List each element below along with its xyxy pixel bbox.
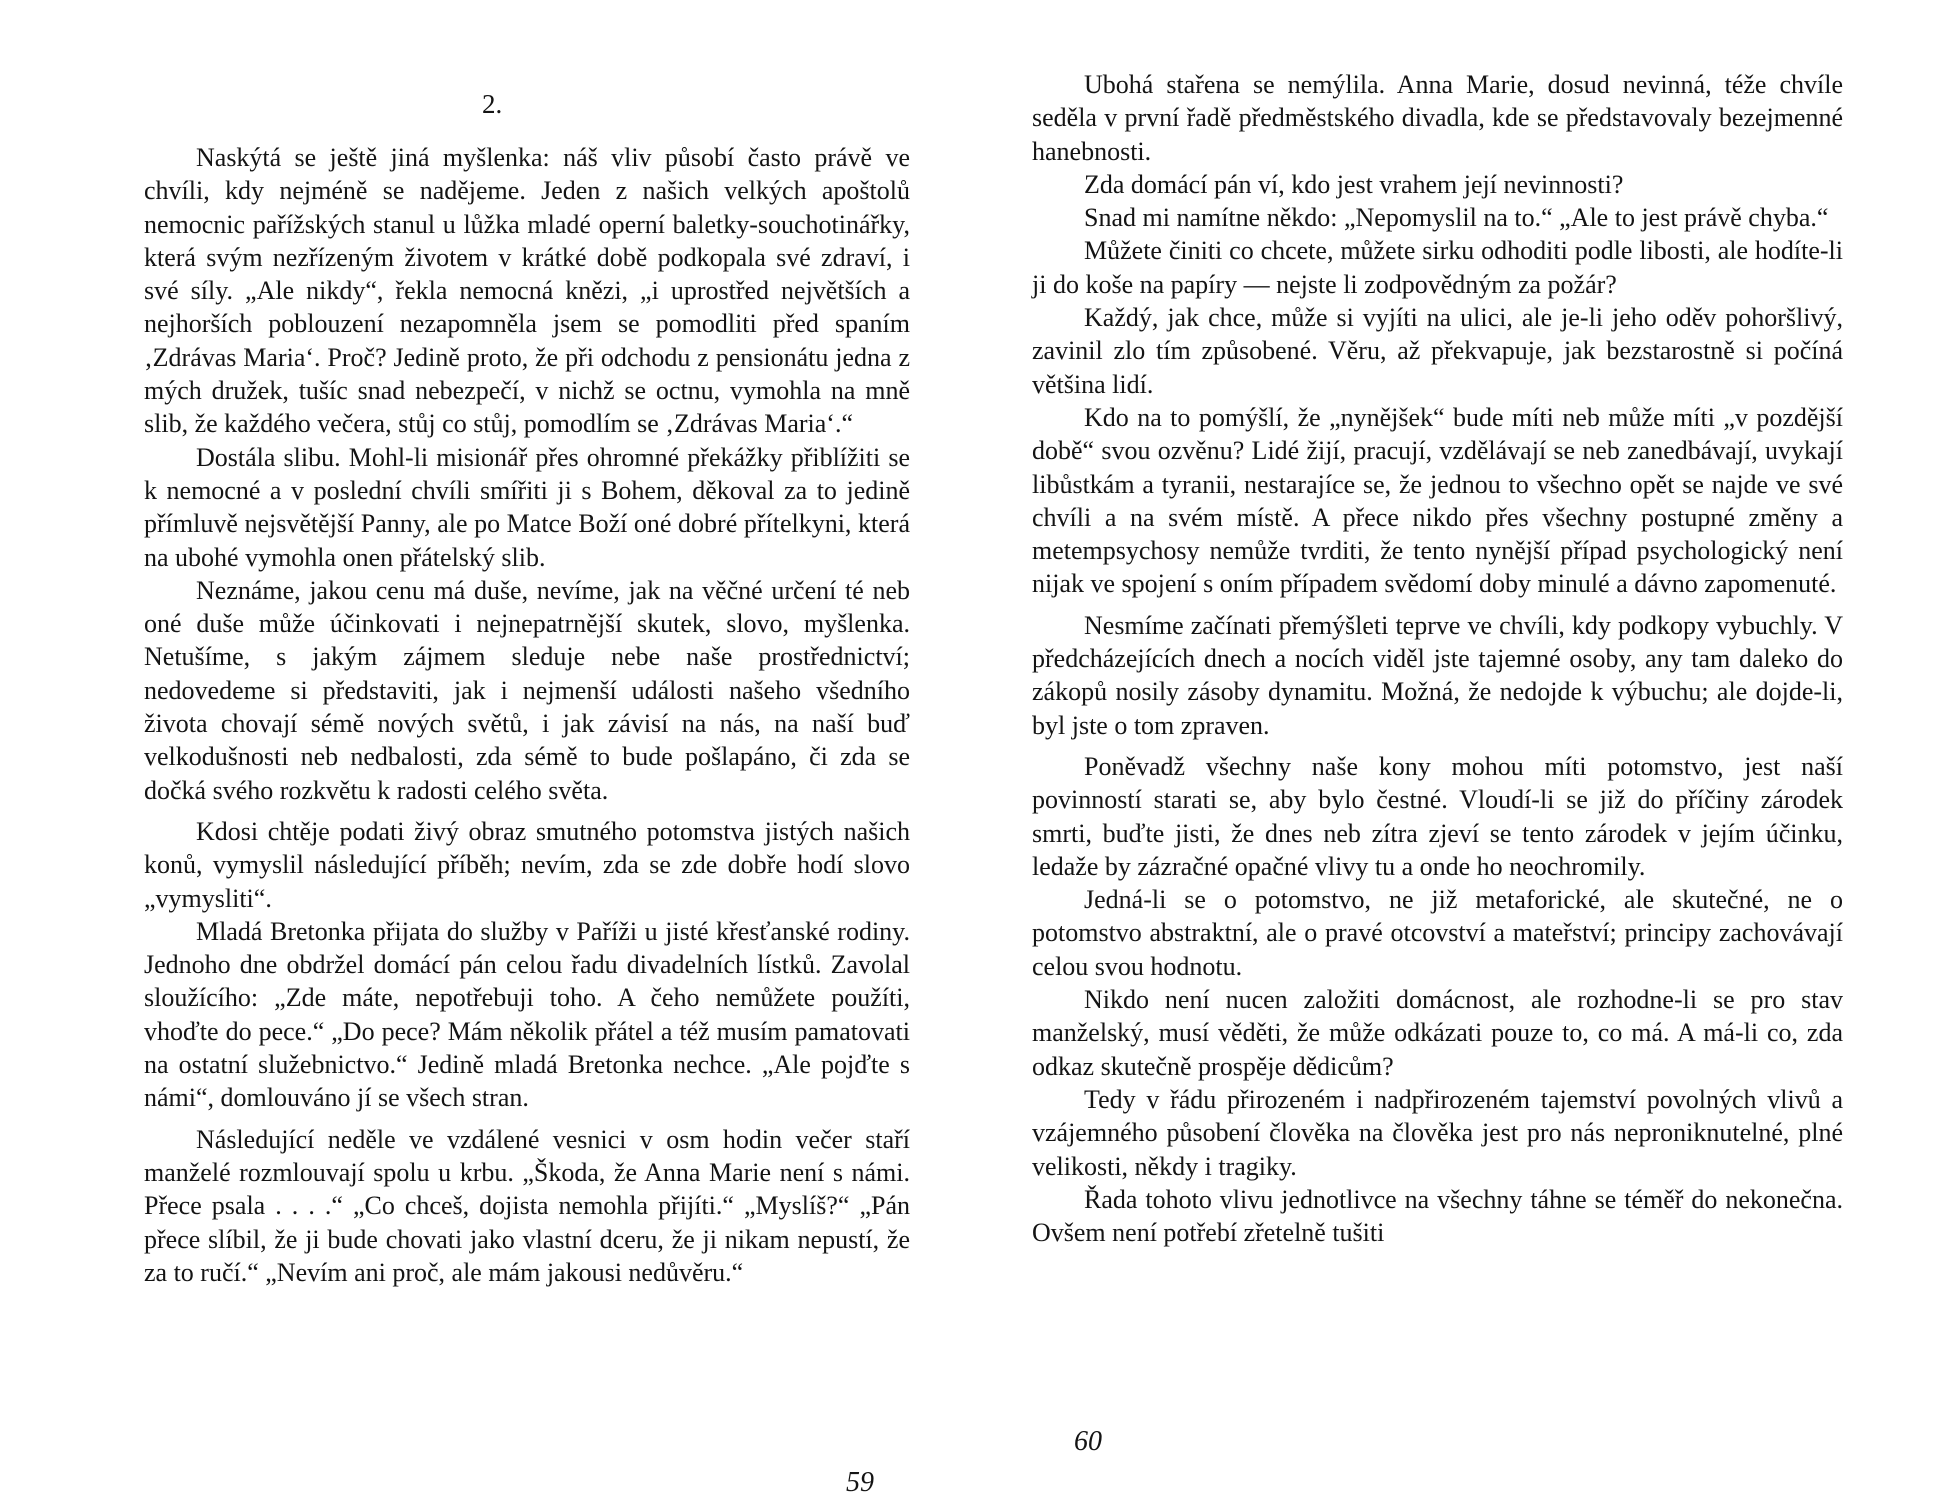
paragraph: Kdo na to pomýšlí, že „nynějšek“ bude míti neb může míti „v pozdější době“ svou ozvěnu? Lidé žijí, pracují, vzdělávají se neb zanedbávají, uvykají libůstkám a tyranii, nestarajíce se, že jednou to všechno opět se najde ve své chvíli a na svém místě. A přece nikdo přes všechny postupné změny a metempsychosy nemůže tvrditi, že tento nynější případ psychologický není nijak ve spojení s oním případem svědomí doby minulé a dávno zapomenuté. — [1032, 402, 1843, 599]
paragraph: Zda domácí pán ví, kdo jest vrahem její nevinnosti? — [1084, 169, 1624, 199]
paragraph: Neznáme, jakou cenu má duše, nevíme, jak na věčné určení té neb oné duše může účinkovati i nejnepatrnější skutek, slovo, myšlenka. Netušíme, s jakým zájmem sleduje nebe naše prostřednictví; nedovedeme si představiti, jak i nejmenší události našeho všedního života chovají sémě nových světů, i jak závisí na nás, na naší buď velkodušnosti neb nedbalosti, zda sémě to bude pošlapáno, či zda se dočká svého rozkvětu k radosti celého světa. — [144, 575, 910, 805]
paragraph: Můžete činiti co chcete, můžete sirku odhoditi podle libosti, ale hodíte-li ji do koše na papíry — nejste li zodpovědným za požár? — [1032, 236, 1843, 299]
left-page-text — [144, 141, 910, 1289]
paragraph: Snad mi namítne někdo: „Nepomyslil na to.“ „Ale to jest právě chyba.“ — [1084, 203, 1829, 233]
paragraph: Nesmíme začínati přemýšleti teprve ve chvíli, kdy podkopy vybuchly. V předcházejících dnech a nocích viděl jste tajemné osoby, any tam daleko do zákopů nosily zásoby dynamitu. Možná, že nedojde k výbuchu; ale dojde-li, byl jste o tom zpraven. — [1032, 610, 1843, 740]
paragraph: Řada tohoto vlivu jednotlivce na všechny táhne se téměř do nekonečna. Ovšem není potřebí zřetelně tušiti — [1032, 1184, 1843, 1248]
page-number: 59 — [846, 1467, 874, 1498]
paragraph: Dostála slibu. Mohl-li misionář přes ohromné překážky přiblížiti se k nemocné a v poslední chvíli smířiti ji s Bohem, děkoval za to jedině přímluvě nejsvětější Panny, ale po Matce Boží oné dobré přítelkyni, která na ubohé vymohla onen přátelský slib. — [144, 442, 910, 572]
paragraph: Ubohá stařena se nemýlila. Anna Marie, dosud nevinná, téže chvíle seděla v první řadě předměstského divadla, kde se představovaly bezejmenné hanebnosti. — [1032, 70, 1843, 166]
paragraph: Následující neděle ve vzdálené vesnici v osm hodin večer staří manželé rozmlouvají spolu u krbu. „Škoda, že Anna Marie není s námi. Přece psala . . . .“ „Co chceš, dojista nemohla přijíti.“ „Myslíš?“ „Pán přece slíbil, že ji bude chovati jako vlastní dceru, že ji nikam nepustí, že za to ručí.“ „Nevím ani proč, ale mám jakousi nedůvěru.“ — [144, 1124, 910, 1287]
paragraph: Naskýtá se ještě jiná myšlenka: náš vliv působí často právě ve chvíli, kdy nejméně se nadějeme. Jeden z našich velkých apoštolů nemocnic pařížských stanul u lůžka mladé operní baletky-souchotinářky, která svým nezřízeným životem v krátké době podkopala své zdraví, i své síly. „Ale nikdy“, řekla nemocná knězi, „i uprostřed největších a nejhorších poblouzení nezapomněla jsem se pomodliti před spaním ‚Zdrávas Maria‘. Proč? Jedině proto, že při odchodu z pensionátu jedna z mých družek, tušíc snad nebezpečí, v nichž se octnu, vymohla na mně slib, že každého večera, stůj co stůj, pomodlím se ‚Zdrávas Maria‘.“ — [144, 143, 910, 439]
right-page-text — [1032, 68, 1843, 1249]
paragraph: Tedy v řádu přirozeném i nadpřirozeném tajemství povolných vlivů a vzájemného působení člověka na člověka jest pro nás neproniknutelné, plné velikosti, někdy i tragiky. — [1032, 1084, 1843, 1181]
paragraph: Jedná-li se o potomstvo, ne již metaforické, ale skutečné, ne o potomstvo abstraktní, ale o pravé otcovství a mateřství; principy zachovávají celou svou hodnotu. — [1032, 885, 1843, 981]
paragraph: Nikdo není nucen založiti domácnost, ale rozhodne-li se pro stav manželský, musí věděti, že může odkázati pouze to, co má. A má-li co, zda odkaz skutečně prospěje dědicům? — [1032, 985, 1843, 1081]
page-number: 60 — [1074, 1426, 1102, 1457]
paragraph: Kdosi chtěje podati živý obraz smutného potomstva jistých našich konů, vymyslil následující příběh; nevím, zda se zde dobře hodí slovo „vymysliti“. — [144, 816, 910, 913]
paragraph: Poněvadž všechny naše kony mohou míti potomstvo, jest naší povinností starati se, aby bylo čestné. Vloudí-li se již do příčiny zárodek smrti, buďte jisti, že dnes neb zítra zjeví se tento zárodek v jejím účinku, ledaže by zázračné opačné vlivy tu a onde ho neochromily. — [1032, 751, 1843, 881]
paragraph: Mladá Bretonka přijata do služby v Paříži u jisté křesťanské rodiny. Jednoho dne obdržel domácí pán celou řadu divadelních lístků. Zavolal sloužícího: „Zde máte, nepotřebuji toho. A čeho nemůžete použíti, vhoďte do pece.“ „Do pece? Mám několik přátel a též musím pamatovati na ostatní služebnictvo.“ Jedině mladá Bretonka nechce. „Ale pojďte s námi“, domlouváno jí se všech stran. — [144, 916, 910, 1113]
section-number: 2. — [482, 89, 503, 119]
paragraph: Každý, jak chce, může si vyjíti na ulici, ale je-li jeho oděv pohoršlivý, zavinil zlo tím způsobené. Věru, až překvapuje, jak bezstarostně si počíná většina lidí. — [1032, 303, 1843, 399]
right-page — [979, 0, 1958, 1500]
